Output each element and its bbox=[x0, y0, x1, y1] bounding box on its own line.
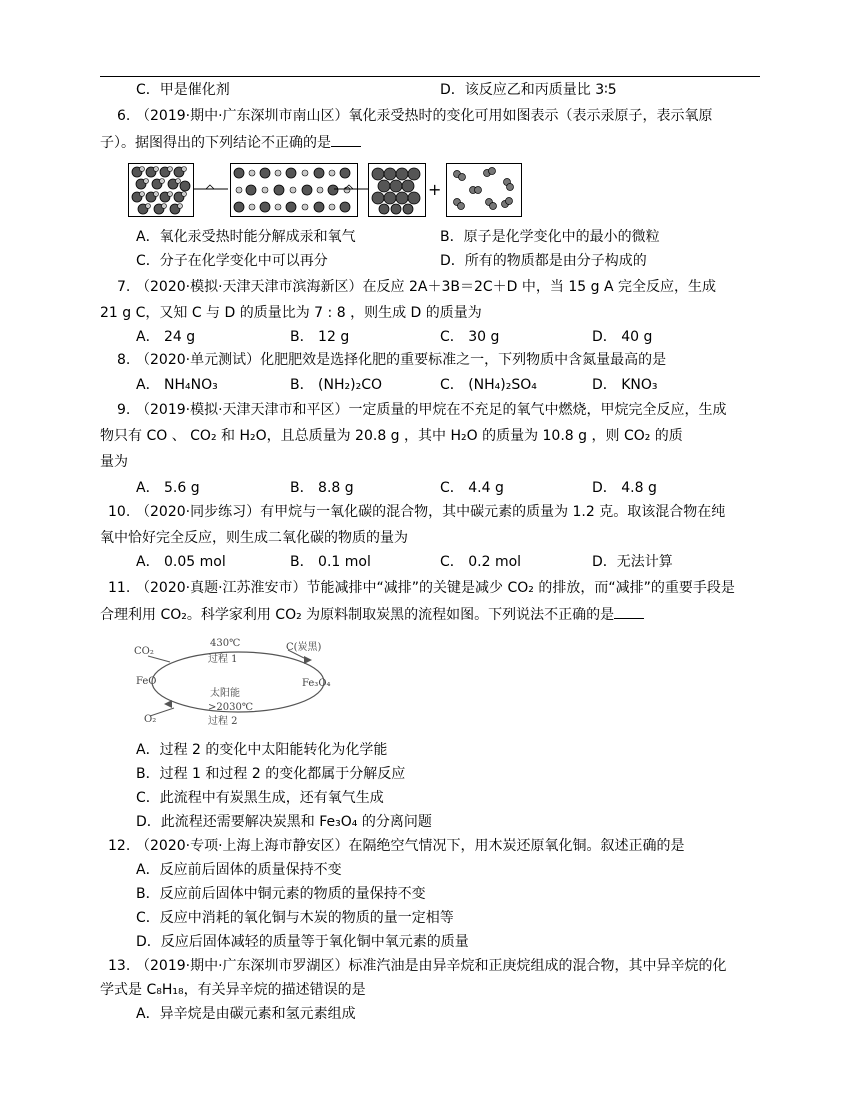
answer-blank bbox=[331, 132, 361, 147]
q11-number: 11. bbox=[108, 580, 131, 596]
oxygen-box bbox=[446, 163, 522, 217]
carbon-cycle-diagram bbox=[128, 630, 348, 730]
mercury-atoms-image bbox=[369, 164, 425, 216]
q5-option-d: D．该反应乙和丙质量比 3∶5 bbox=[440, 82, 617, 98]
q10-stem-line2: 氧中恰好完全反应，则生成二氧化碳的物质的量为 bbox=[100, 530, 408, 546]
q5-option-c: C．甲是催化剂 bbox=[136, 82, 230, 98]
q10-option-a: A． 0.05 mol bbox=[136, 554, 226, 570]
q12-option-d: D．反应后固体减轻的质量等于氧化铜中氧元素的质量 bbox=[136, 934, 469, 950]
q9-option-a: A． 5.6 g bbox=[136, 480, 200, 496]
q10-option-d: D．无法计算 bbox=[592, 554, 673, 570]
q11-option-b: B．过程 1 和过程 2 的变化都属于分解反应 bbox=[136, 766, 406, 782]
q7-option-b: B． 12 g bbox=[290, 329, 350, 345]
q8-option-a: A． NH₄NO₃ bbox=[136, 377, 218, 393]
q10-option-b: B． 0.1 mol bbox=[290, 554, 371, 570]
mercury-box bbox=[368, 163, 426, 217]
q8-option-c: C． (NH₄)₂SO₄ bbox=[440, 377, 537, 393]
q11-stem-line2: 合理利用 CO₂。科学家利用 CO₂ 为原料制取炭黑的流程如图。下列说法不正确的是 bbox=[100, 607, 615, 623]
q6-option-a: A．氧化汞受热时能分解成汞和氧气 bbox=[136, 229, 356, 245]
q11-stem-line2-wrap bbox=[100, 604, 644, 625]
plus-sign: + bbox=[428, 180, 442, 199]
q7-option-c: C． 30 g bbox=[440, 329, 500, 345]
q8-number: 8. bbox=[117, 352, 131, 368]
diagram-temp2: >2030℃ bbox=[208, 702, 254, 713]
q13-stem-line1: （2019·期中·广东深圳市罗湖区）标准汽油是由异辛烷和正庚烷组成的混合物，其中异辛烷的化 bbox=[136, 958, 727, 974]
q7-number: 7. bbox=[117, 279, 131, 295]
q12-option-c: C．反应中消耗的氧化铜与木炭的物质的量一定相等 bbox=[136, 910, 454, 926]
diagram-process2: 过程 2 bbox=[208, 716, 238, 727]
q13-option-a: A．异辛烷是由碳元素和氢元素组成 bbox=[136, 1006, 356, 1022]
q12-option-b: B．反应前后固体中铜元素的物质的量保持不变 bbox=[136, 886, 426, 902]
q12-number: 12. bbox=[108, 838, 131, 854]
q13-stem-line2: 学式是 C₈H₁₈，有关异辛烷的描述错误的是 bbox=[100, 982, 366, 998]
diagram-process1: 过程 1 bbox=[208, 654, 238, 665]
oxygen-molecules-image bbox=[447, 164, 521, 216]
q12-option-a: A．反应前后固体的质量保持不变 bbox=[136, 862, 342, 878]
header-rule bbox=[100, 76, 760, 77]
q9-option-b: B． 8.8 g bbox=[290, 480, 354, 496]
q9-option-c: C． 4.4 g bbox=[440, 480, 504, 496]
q8-stem: （2020·单元测试）化肥肥效是选择化肥的重要标准之一，下列物质中含氮量最高的是 bbox=[136, 352, 667, 368]
hgo-molecules-image bbox=[129, 164, 193, 216]
q9-stem-line2: 物只有 CO 、 CO₂ 和 H₂O，且总质量为 20.8 g ，其中 H₂O 的质量为 10.8 g ，则 CO₂ 的质 bbox=[100, 428, 683, 444]
q9-stem-line1: （2019·模拟·天津天津市和平区）一定质量的甲烷在不充足的氧气中燃烧，甲烷完全反应，生成 bbox=[136, 402, 727, 418]
diagram-carbon: C(炭黑) bbox=[286, 642, 322, 653]
hgo-molecules-box bbox=[128, 163, 194, 217]
diagram-co2: CO₂ bbox=[134, 646, 154, 657]
q6-stem-line1: （2019·期中·广东深圳市南山区）氧化汞受热时的变化可用如图表示（表示汞原子，表示氧原 bbox=[136, 108, 713, 124]
diagram-solar: 太阳能 bbox=[210, 688, 240, 699]
q6-option-d: D．所有的物质都是由分子构成的 bbox=[440, 253, 647, 269]
q7-stem-line2: 21 g C，又知 C 与 D 的质量比为 7 : 8 ，则生成 D 的质量为 bbox=[100, 305, 482, 321]
q11-option-c: C．此流程中有炭黑生成，还有氧气生成 bbox=[136, 790, 384, 806]
q7-option-a: A． 24 g bbox=[136, 329, 196, 345]
diagram-feo: FeO bbox=[136, 676, 157, 687]
diagram-fe3o4: Fe₃O₄ bbox=[302, 678, 331, 689]
diagram-o2: O₂ bbox=[144, 714, 157, 725]
q10-option-c: C． 0.2 mol bbox=[440, 554, 522, 570]
q11-option-d: D．此流程还需要解决炭黑和 Fe₃O₄ 的分离问题 bbox=[136, 814, 432, 830]
q13-number: 13. bbox=[108, 958, 131, 974]
diagram-temp1: 430℃ bbox=[210, 638, 241, 649]
q11-stem-line1: （2020·真题·江苏淮安市）节能减排中“减排”的关键是减少 CO₂ 的排放，而“减排”的重要手段是 bbox=[136, 580, 735, 596]
q6-option-c: C．分子在化学变化中可以再分 bbox=[136, 253, 328, 269]
q6-option-b: B．原子是化学变化中的最小的微粒 bbox=[440, 229, 660, 245]
q8-option-b: B． (NH₂)₂CO bbox=[290, 377, 382, 393]
q10-number: 10. bbox=[108, 504, 131, 520]
heat-arrow-1 bbox=[194, 183, 230, 195]
q12-stem: （2020·专项·上海上海市静安区）在隔绝空气情况下，用木炭还原氧化铜。叙述正确的是 bbox=[136, 838, 685, 854]
q8-option-d: D． KNO₃ bbox=[592, 377, 658, 393]
q10-stem-line1: （2020·同步练习）有甲烷与一氧化碳的混合物，其中碳元素的质量为 1.2 克。取该混合物在纯 bbox=[136, 504, 726, 520]
answer-blank bbox=[614, 604, 644, 619]
q9-stem-line3: 量为 bbox=[100, 454, 128, 470]
q9-number: 9. bbox=[117, 402, 131, 418]
q9-option-d: D． 4.8 g bbox=[592, 480, 657, 496]
q7-option-d: D． 40 g bbox=[592, 329, 653, 345]
q11-option-a: A．过程 2 的变化中太阳能转化为化学能 bbox=[136, 742, 388, 758]
q6-stem-line2-wrap bbox=[100, 132, 361, 153]
q6-stem-line2: 子）。据图得出的下列结论不正确的是 bbox=[100, 135, 331, 151]
heat-arrow-2 bbox=[334, 183, 368, 195]
q6-number: 6. bbox=[117, 108, 131, 124]
q7-stem-line1: （2020·模拟·天津天津市滨海新区）在反应 2A＋3B＝2C＋D 中，当 15 g A 完全反应，生成 bbox=[136, 279, 716, 295]
